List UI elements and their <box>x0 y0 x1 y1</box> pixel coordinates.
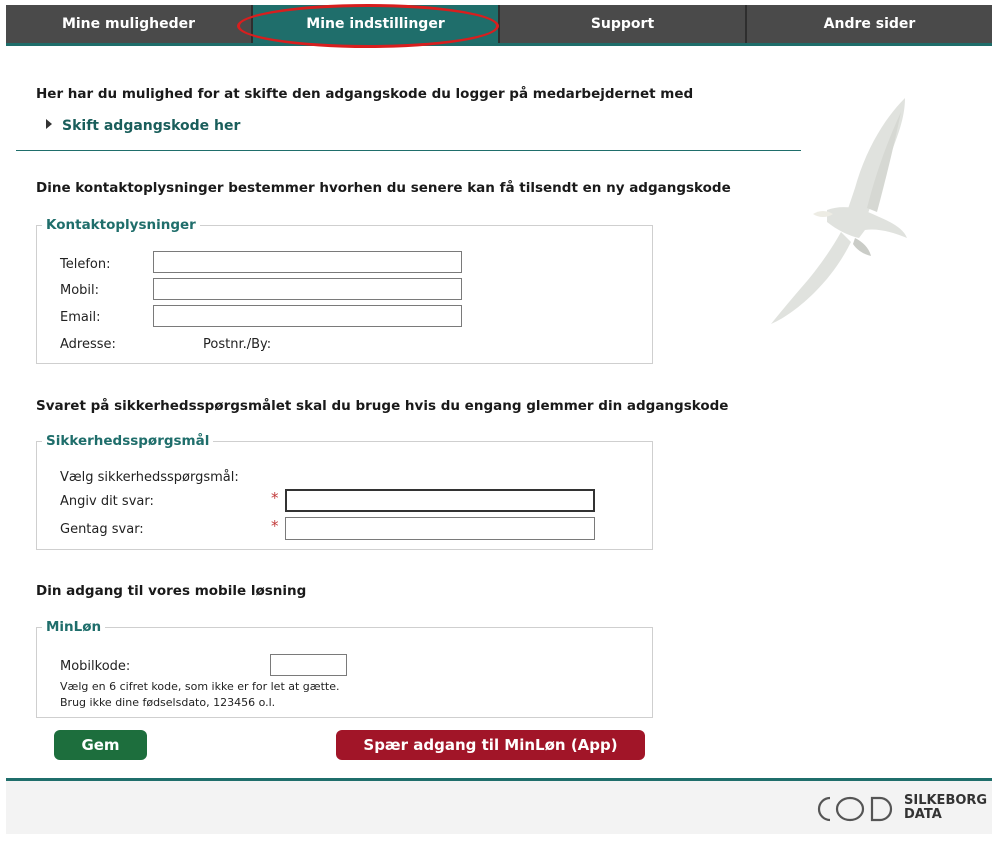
phone-label: Telefon: <box>60 257 111 272</box>
section-divider <box>16 150 801 151</box>
expand-arrow-icon <box>46 119 52 129</box>
security-intro-text: Svaret på sikkerhedsspørgsmålet skal du bruge hvis du engang glemmer din adgangskode <box>36 398 729 414</box>
top-navigation <box>6 5 992 46</box>
tab-support[interactable]: Support <box>500 5 747 43</box>
answer-required-mark: * <box>271 489 279 507</box>
mobile-label: Mobil: <box>60 283 100 298</box>
mobile-code-input[interactable] <box>270 654 347 676</box>
email-label: Email: <box>60 310 101 325</box>
contact-legend: Kontaktoplysninger <box>46 217 196 233</box>
eagle-watermark-icon <box>765 92 915 328</box>
change-password-link[interactable] <box>46 118 240 134</box>
security-legend: Sikkerhedsspørgsmål <box>46 433 210 449</box>
phone-input[interactable] <box>153 251 462 273</box>
logo-text-line2: DATA <box>904 807 942 822</box>
answer-label: Angiv dit svar: <box>60 494 154 509</box>
tab-andre-sider[interactable]: Andre sider <box>823 16 916 32</box>
change-password-link-label: Skift adgangskode her <box>62 118 241 134</box>
tab-mine-muligheder[interactable]: Mine muligheder <box>6 5 253 43</box>
repeat-required-mark: * <box>271 517 279 535</box>
block-minlon-button[interactable]: Spær adgang til MinLøn (App) <box>336 730 645 760</box>
password-intro-text: Her har du mulighed for at skifte den adgangskode du logger på medarbejdernet med <box>36 86 694 102</box>
security-question-label: Vælg sikkerhedsspørgsmål: <box>60 470 239 485</box>
contact-intro-text: Dine kontaktoplysninger bestemmer hvorhen du senere kan få tilsendt en ny adgangskode <box>36 180 731 196</box>
mobile-input[interactable] <box>153 278 462 300</box>
mobile-code-hint-2: Brug ikke dine fødselsdato, 123456 o.l. <box>60 696 276 709</box>
logo-text-line1: SILKEBORG <box>904 793 988 808</box>
mobile-intro-text: Din adgang til vores mobile løsning <box>36 583 307 599</box>
repeat-answer-label: Gentag svar: <box>60 522 144 537</box>
save-button[interactable]: Gem <box>54 730 147 760</box>
answer-input[interactable] <box>285 489 595 512</box>
email-input[interactable] <box>153 305 462 327</box>
mobile-code-label: Mobilkode: <box>60 659 131 674</box>
postal-city-label: Postnr./By: <box>203 337 272 352</box>
logo-text <box>904 794 987 822</box>
tab-mine-indstillinger[interactable]: Mine indstillinger <box>253 5 500 43</box>
minlon-legend: MinLøn <box>46 619 102 635</box>
mobile-code-hint-1: Vælg en 6 cifret kode, som ikke er for let at gætte. <box>60 680 340 693</box>
repeat-answer-input[interactable] <box>285 517 595 540</box>
address-label: Adresse: <box>60 337 116 352</box>
